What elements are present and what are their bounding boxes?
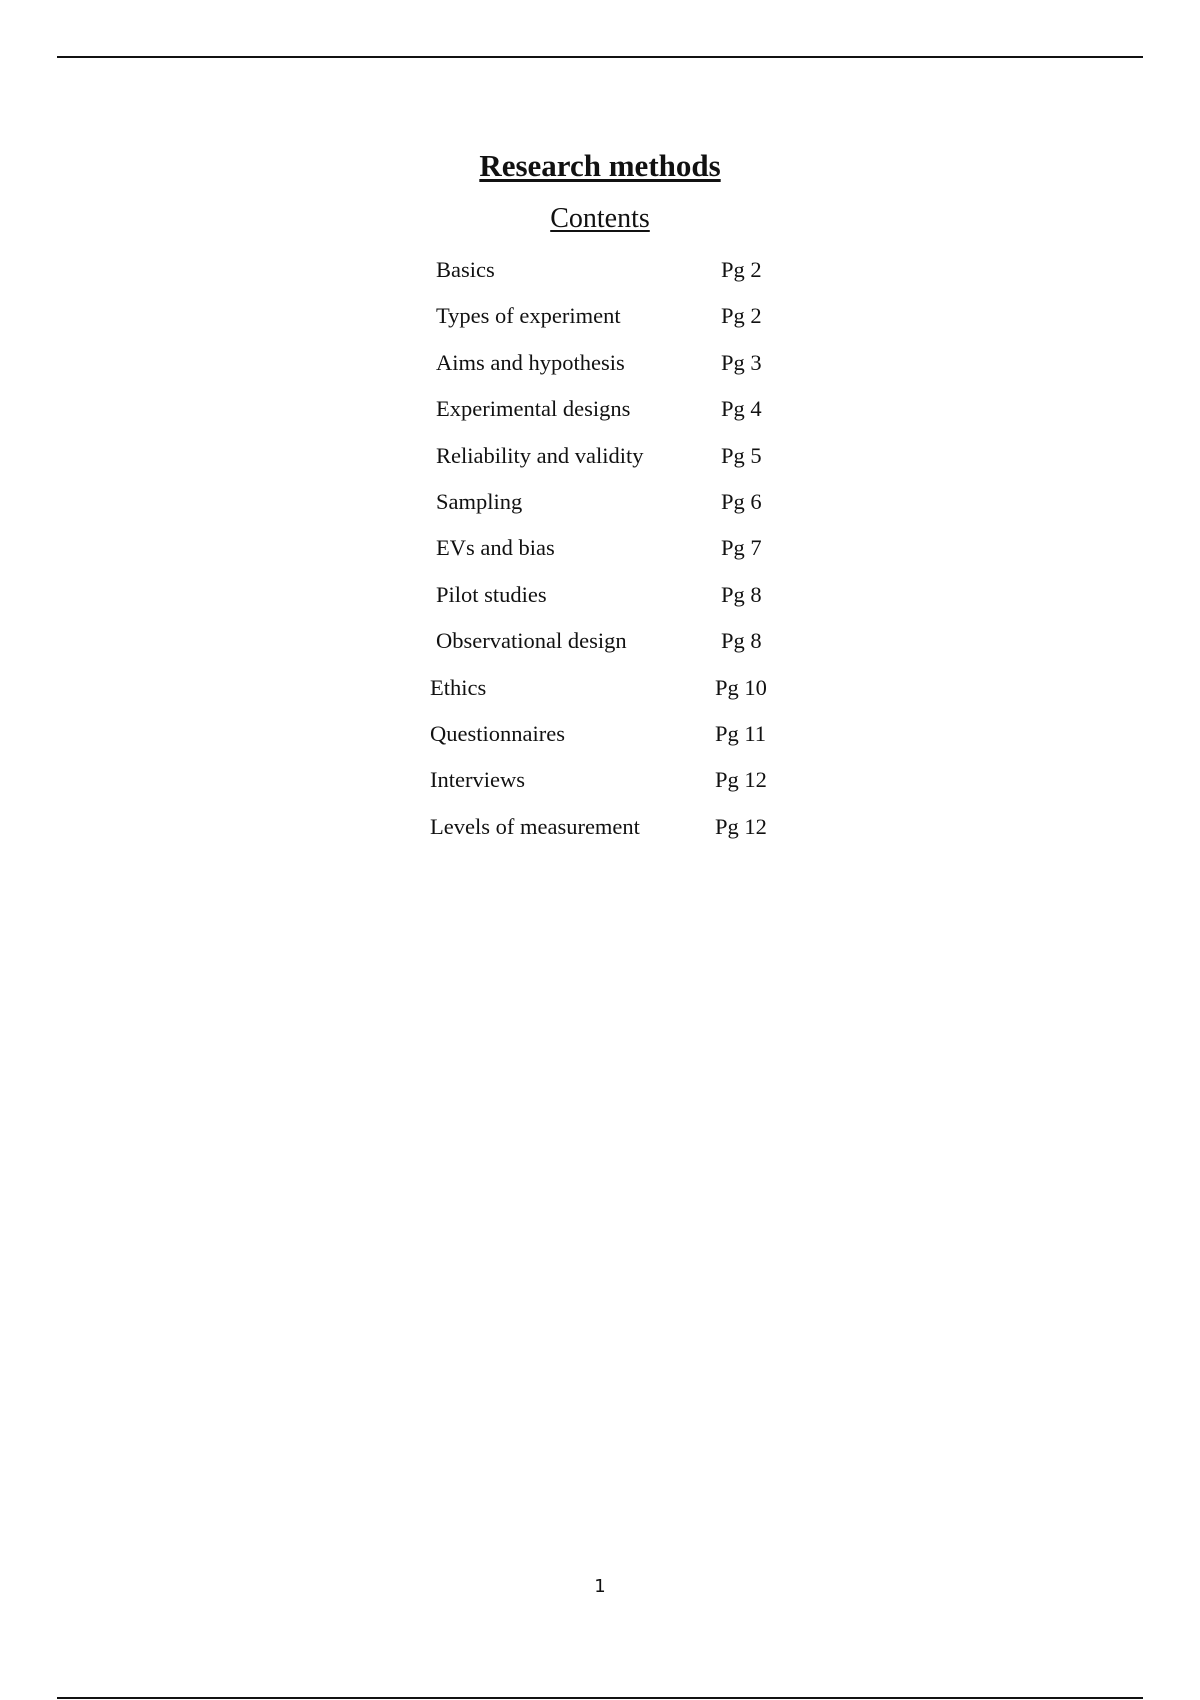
toc-entry-title: Types of experiment: [436, 303, 621, 328]
toc-entry: [0, 528, 1200, 568]
page-number: 1: [594, 1576, 606, 1597]
toc-entry-page: Pg 8: [721, 582, 762, 607]
toc-entry: [0, 714, 1200, 754]
toc-entry: [0, 760, 1200, 800]
toc-entry: [0, 389, 1200, 429]
toc-entry-title: Interviews: [430, 767, 525, 792]
toc-entry-page: Pg 10: [715, 675, 767, 700]
toc-entry: [0, 296, 1200, 336]
toc-entry-page: Pg 5: [721, 443, 762, 468]
toc-entry-title: Ethics: [430, 675, 487, 700]
footer-rule: [57, 1697, 1143, 1699]
toc-entry-page: Pg 11: [715, 721, 767, 746]
toc-entry-title: Questionnaires: [430, 721, 565, 746]
toc-entry-page: Pg 2: [721, 303, 762, 328]
toc-entry-title: Levels of measurement: [430, 814, 640, 839]
toc-entry-title: Basics: [436, 257, 495, 282]
toc-entry-title: Aims and hypothesis: [436, 350, 625, 375]
toc-entry: [0, 436, 1200, 476]
toc-entry-page: Pg 12: [715, 767, 767, 792]
toc-entry: [0, 250, 1200, 290]
toc-entry: [0, 621, 1200, 661]
toc-entry-title: Sampling: [436, 489, 523, 514]
toc-entry-title: Reliability and validity: [436, 443, 644, 468]
toc-entry-title: Observational design: [436, 628, 627, 653]
toc-entry-page: Pg 6: [721, 489, 762, 514]
toc-entry: [0, 575, 1200, 615]
header-rule: [57, 56, 1143, 58]
toc-entry: [0, 343, 1200, 383]
toc-entry-title: Experimental designs: [436, 396, 631, 421]
document-title: Research methods: [479, 148, 721, 183]
toc-entry-page: Pg 2: [721, 257, 762, 282]
toc-entry: [0, 807, 1200, 847]
toc-entry-page: Pg 8: [721, 628, 762, 653]
toc-entry-page: Pg 12: [715, 814, 767, 839]
toc-entry: [0, 482, 1200, 522]
toc-entry-page: Pg 3: [721, 350, 762, 375]
toc-entry-title: EVs and bias: [436, 535, 555, 560]
toc-entry-page: Pg 7: [721, 535, 762, 560]
toc-entry: [0, 668, 1200, 708]
contents-heading: Contents: [550, 203, 650, 234]
toc-entry-page: Pg 4: [721, 396, 762, 421]
toc-entry-title: Pilot studies: [436, 582, 547, 607]
